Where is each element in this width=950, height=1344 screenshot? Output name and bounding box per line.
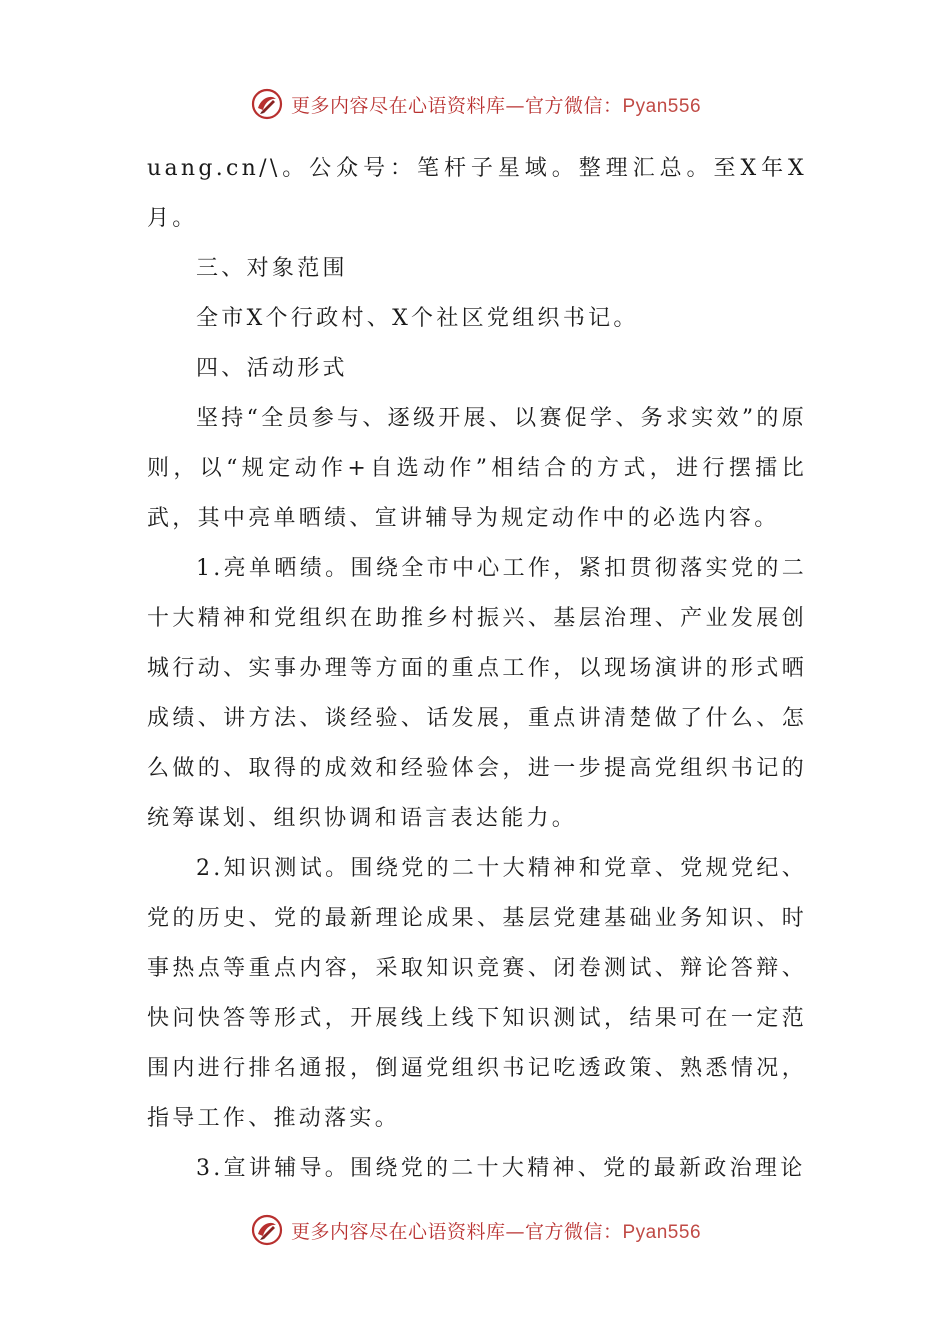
paragraph-item-3: 3.宣讲辅导。围绕党的二十大精神、党的最新政治理论 [196, 1156, 806, 1181]
section-heading-scope: 三、对象范围 [196, 256, 348, 281]
paragraph-scope: 全市X个行政村、X个社区党组织书记。 [196, 306, 639, 331]
banner-slogan: 更多内容尽在心语资料库—官方微信： [290, 94, 623, 117]
banner-text [291, 1217, 701, 1244]
header-banner [0, 82, 950, 126]
paragraph-continuation: uang.cn/\。公众号：笔杆子星域。整理汇总。至X年X月。 [147, 156, 807, 231]
banner-wechat-id: Pyan556 [622, 1221, 702, 1243]
footer-banner [0, 1208, 950, 1252]
paragraph-item-1: 1.亮单晒绩。围绕全市中心工作，紧扣贯彻落实党的二十大精神和党组织在助推乡村振兴、基层治理、产业发展创城行动、实事办理等方面的重点工作，以现场演讲的形式晒成绩、讲方法、谈经验、话发展，重点讲清楚做了什么、怎么做的、取得的成效和经验体会，进一步提高党组织书记的统筹谋划、组织协调和语言表达能力。 [147, 556, 807, 831]
document-body [147, 144, 807, 1194]
banner-wechat-id: Pyan556 [622, 95, 702, 117]
pen-swirl-logo-icon [249, 1212, 285, 1248]
section-heading-format: 四、活动形式 [196, 356, 348, 381]
banner-text [291, 91, 701, 118]
banner-slogan: 更多内容尽在心语资料库—官方微信： [290, 1220, 623, 1243]
paragraph-item-2: 2.知识测试。围绕党的二十大精神和党章、党规党纪、党的历史、党的最新理论成果、基层党建基础业务知识、时事热点等重点内容，采取知识竞赛、闭卷测试、辩论答辩、快问快答等形式，开展线上线下知识测试，结果可在一定范围内进行排名通报，倒逼党组织书记吃透政策、熟悉情况，指导工作、推动落实。 [147, 856, 807, 1131]
pen-swirl-logo-icon [249, 86, 285, 122]
paragraph-format: 坚持“全员参与、逐级开展、以赛促学、务求实效”的原则，以“规定动作+自选动作”相结合的方式，进行摆擂比武，其中亮单晒绩、宣讲辅导为规定动作中的必选内容。 [147, 406, 807, 531]
